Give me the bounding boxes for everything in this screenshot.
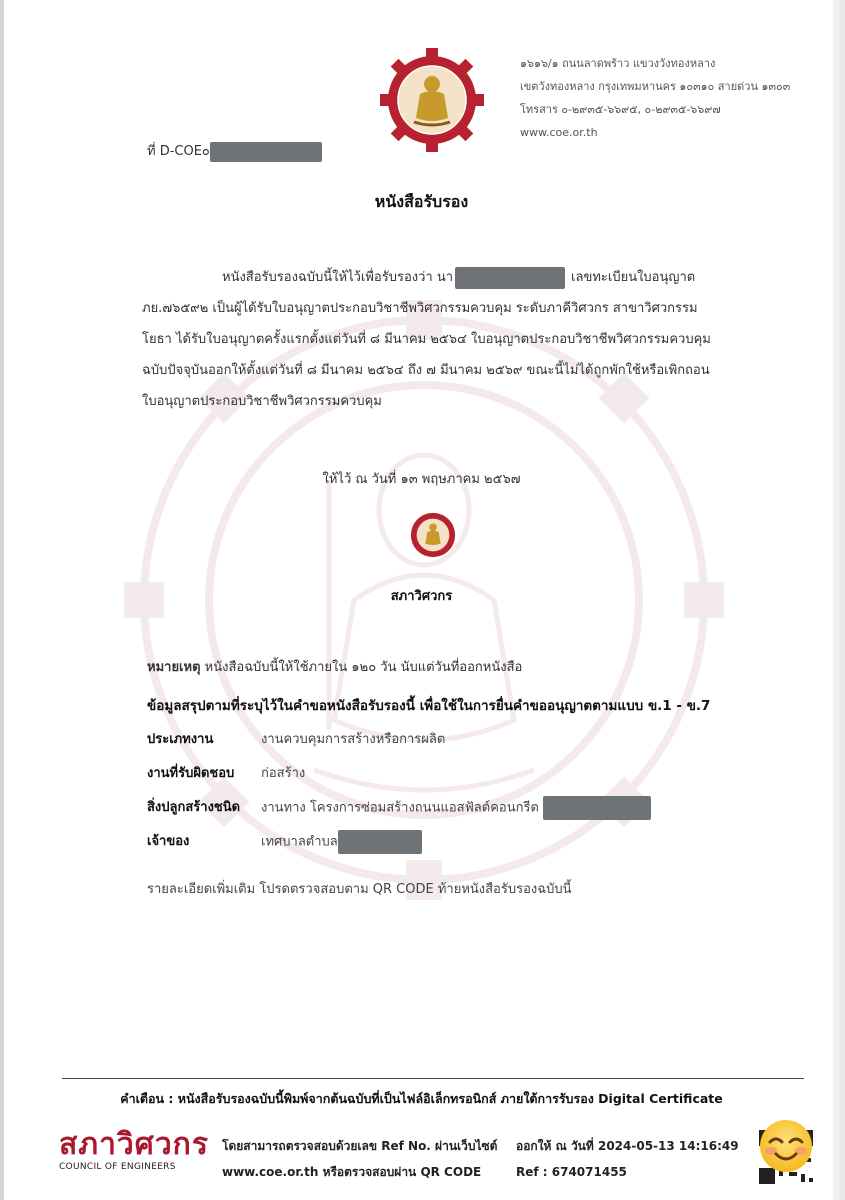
detail-value-wrap: [261, 796, 651, 820]
body-line: ภย.๗๖๕๙๒ เป็นผู้ได้รับใบอนุญาตประกอบวิชาชีพวิศวกรรมควบคุม ระดับภาคีวิศวกร สาขาวิศวกรรม: [142, 301, 698, 316]
body-line: ใบอนุญาตประกอบวิชาชีพวิศวกรรมควบคุม: [142, 394, 382, 409]
body-line: เลขทะเบียนใบอนุญาต: [571, 270, 696, 285]
ref-number: Ref : 674071455: [516, 1165, 627, 1179]
verify-line: โดยสามารถตรวจสอบด้วยเลข Ref No. ผ่านเว็บไซต์: [222, 1139, 498, 1153]
website-line: www.coe.or.th: [520, 126, 598, 139]
verification-info: [222, 1133, 497, 1185]
council-address: [520, 52, 790, 144]
digital-certificate-warning: คำเตือน : หนังสือรับรองฉบับนี้พิมพ์จากต้นฉบับที่เป็นไฟล์อิเล็กทรอนิกส์ ภายใต้การรับรอง Digital Certificate: [120, 1091, 723, 1106]
detail-value: เทศบาลตำบล: [261, 834, 338, 850]
verify-line: www.coe.or.th หรือตรวจสอบผ่าน QR CODE: [222, 1165, 482, 1179]
redaction-block: [543, 796, 651, 820]
smiley-emoji-icon: [758, 1118, 814, 1174]
certificate-body: [142, 262, 742, 417]
detail-label: ประเภทงาน: [147, 732, 214, 747]
more-info-note: รายละเอียดเพิ่มเติม โปรดตรวจสอบตาม QR CODE ท้ายหนังสือรับรองฉบับนี้: [147, 882, 572, 897]
logo-english-text: COUNCIL OF ENGINEERS: [59, 1162, 176, 1172]
detail-value: งานควบคุมการสร้างหรือการผลิต: [261, 732, 446, 747]
remark-label: หมายเหตุ: [147, 660, 201, 675]
council-signature-name: สภาวิศวกร: [390, 589, 453, 604]
detail-label: สิ่งปลูกสร้างชนิด: [147, 800, 241, 815]
council-seal-icon: [408, 510, 458, 560]
certificate-page: [4, 0, 839, 1200]
summary-heading: ข้อมูลสรุปตามที่ระบุไว้ในคำขอหนังสือรับรองนี้ เพื่อใช้ในการยื่นคำขออนุญาตตามแบบ ข.1 - ข.7: [147, 698, 711, 714]
detail-value: งานทาง โครงการซ่อมสร้างถนนแอสฟัลต์คอนกรีต: [261, 800, 539, 816]
document-title: หนังสือรับรอง: [374, 192, 469, 211]
detail-value: ก่อสร้าง: [261, 766, 306, 781]
body-line: ฉบับปัจจุบันออกให้ตั้งแต่วันที่ ๘ มีนาคม ๒๕๖๔ ถึง ๗ มีนาคม ๒๕๖๙ ขณะนี้ไม่ได้ถูกพักใช้หรือเพิกถอน: [142, 363, 710, 378]
address-line: เขตวังทองหลาง กรุงเทพมหานคร ๑๐๓๑๐ สายด่วน ๑๓๐๓: [520, 80, 791, 93]
detail-label: งานที่รับผิดชอบ: [147, 766, 235, 781]
redaction-block: [455, 267, 565, 289]
remark-text: หนังสือฉบับนี้ให้ใช้ภายใน ๑๒๐ วัน นับแต่วันที่ออกหนังสือ: [204, 660, 523, 675]
redaction-block: [338, 830, 422, 854]
redaction-block: [210, 142, 322, 162]
council-seal-icon: [380, 48, 484, 152]
address-line: ๑๖๑๖/๑ ถนนลาดพร้าว แขวงวังทองหลาง: [520, 57, 716, 70]
footer-divider: [62, 1078, 804, 1079]
council-logo: [59, 1127, 209, 1172]
issue-info: [516, 1133, 739, 1185]
issue-date: ให้ไว้ ณ วันที่ ๑๓ พฤษภาคม ๒๕๖๗: [322, 472, 521, 487]
detail-label: เจ้าของ: [147, 834, 190, 849]
document-reference: [147, 140, 322, 162]
logo-thai-text: สภาวิศวกร: [59, 1127, 209, 1162]
remark: [147, 656, 522, 677]
address-line: โทรสาร ๐-๒๙๓๕-๖๖๙๕, ๐-๒๙๓๕-๖๖๙๗: [520, 103, 721, 116]
body-line: หนังสือรับรองฉบับนี้ให้ไว้เพื่อรับรองว่า นา: [222, 270, 454, 285]
body-line: โยธา ได้รับใบอนุญาตครั้งแรกตั้งแต่วันที่ ๘ มีนาคม ๒๕๖๔ ใบอนุญาตประกอบวิชาชีพวิศวกรรมควบคุม: [142, 332, 711, 347]
reference-prefix: ที่ D-COE๐: [147, 144, 210, 159]
detail-value-wrap: [261, 830, 422, 854]
issued-timestamp: ออกให้ ณ วันที่ 2024-05-13 14:16:49: [516, 1139, 739, 1153]
